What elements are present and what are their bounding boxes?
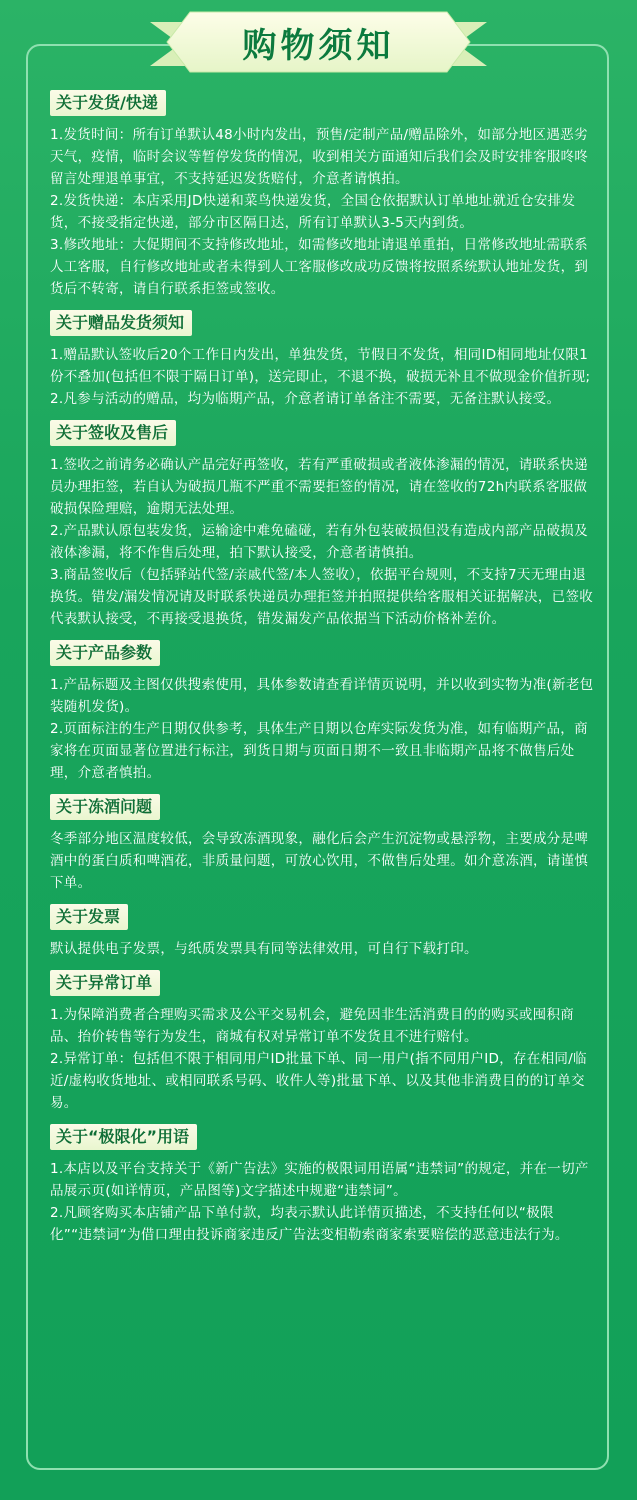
paragraph: 3.修改地址：大促期间不支持修改地址，如需修改地址请退单重拍，日常修改地址需联系人工客服，自行修改地址或者未得到人工客服修改成功反馈将按照系统默认地址发货，到货后不转寄，请自行联系拒签或签收。	[50, 237, 589, 297]
paragraph: 3.商品签收后（包括驿站代签/亲戚代签/本人签收），依据平台规则，不支持7天无理由退换货。错发/漏发情况请及时联系快递员办理拒签并拍照提供给客服相关证据解决，已签收代表默认接受，不再接受退换货，错发漏发产品依据当下活动价格补差价。	[50, 567, 594, 627]
paragraph: 2.页面标注的生产日期仅供参考，具体生产日期以仓库实际发货为准，如有临期产品，商家将在页面显著位置进行标注，到货日期与页面日期不一致且非临期产品将不做售后处理，介意者慎拍。	[50, 721, 588, 781]
section-title: 关于产品参数	[50, 640, 160, 666]
paragraph: 1.本店以及平台支持关于《新广告法》实施的极限词用语属“违禁词”的规定，并在一切产品展示页(如详情页，产品图等)文字描述中规避“违禁词”。	[50, 1161, 589, 1199]
paragraph: 1.产品标题及主图仅供搜索使用，具体参数请查看详情页说明，并以收到实物为准(新老包装随机发货)。	[50, 677, 594, 715]
section-abnormal-orders	[50, 970, 595, 1114]
section-title: 关于异常订单	[50, 970, 160, 996]
paragraph: 2.异常订单：包括但不限于相同用户ID批量下单、同一用户(指不同用户ID，存在相同/临近/虚构收货地址、或相同联系号码、收件人等)批量下单、以及其他非消费目的的订单交易。	[50, 1051, 587, 1111]
section-title: 关于“极限化”用语	[50, 1124, 197, 1150]
section-title: 关于赠品发货须知	[50, 310, 192, 336]
paragraph: 1.为保障消费者合理购买需求及公平交易机会，避免因非生活消费目的的购买或囤积商品、抬价转售等行为发生，商城有权对异常订单不发货且不进行赔付。	[50, 1007, 575, 1045]
section-shipping	[50, 90, 595, 300]
paragraph: 默认提供电子发票，与纸质发票具有同等法律效用，可自行下载打印。	[50, 941, 478, 957]
paragraph: 1.发货时间：所有订单默认48小时内发出，预售/定制产品/赠品除外，如部分地区遇恶劣天气，疫情，临时会议等暂停发货的情况，收到相关方面通知后我们会及时安排客服咚咚留言处理退单事宜，不支持延迟发货赔付，介意者请慎拍。	[50, 127, 589, 187]
paragraph: 2.发货快递：本店采用JD快递和菜鸟快递发货，全国仓依据默认订单地址就近仓安排发货，不接受指定快递，部分市区隔日达，所有订单默认3-5天内到货。	[50, 193, 576, 231]
paragraph: 1.赠品默认签收后20个工作日内发出，单独发货，节假日不发货，相同ID相同地址仅限1份不叠加(包括但不限于隔日订单)，送完即止，不退不换，破损无补且不做现金价值折现;	[50, 347, 591, 385]
paragraph: 2.凡参与活动的赠品，均为临期产品，介意者请订单备注不需要，无备注默认接受。	[50, 391, 561, 407]
section-product-params	[50, 640, 595, 784]
paragraph: 1.签收之前请务必确认产品完好再签收，若有严重破损或者液体渗漏的情况，请联系快递员办理拒签，若自认为破损几瓶不严重不需要拒签的情况，请在签收的72h内联系客服做破损保险理赔，逾期无法处理。	[50, 457, 588, 517]
section-invoice	[50, 904, 595, 960]
section-title: 关于签收及售后	[50, 420, 176, 446]
section-extreme-terms	[50, 1124, 595, 1246]
section-title: 关于发货/快递	[50, 90, 166, 116]
section-receipt-aftersales	[50, 420, 595, 630]
notice-content	[50, 90, 595, 1246]
paragraph: 2.产品默认原包装发货，运输途中难免磕碰，若有外包装破损但没有造成内部产品破损及液体渗漏，将不作售后处理，拍下默认接受，介意者请慎拍。	[50, 523, 588, 561]
section-title: 关于发票	[50, 904, 128, 930]
title-banner	[0, 8, 637, 80]
page-title: 购物须知	[242, 26, 395, 66]
section-title: 关于冻酒问题	[50, 794, 160, 820]
section-frozen-beer	[50, 794, 595, 894]
paragraph: 2.凡顾客购买本店铺产品下单付款，均表示默认此详情页描述，不支持任何以“极限化”“违禁词“为借口理由投诉商家违反广告法变相勒索商家索要赔偿的恶意违法行为。	[50, 1205, 569, 1243]
paragraph: 冬季部分地区温度较低，会导致冻酒现象，融化后会产生沉淀物或悬浮物，主要成分是啤酒中的蛋白质和啤酒花，非质量问题，可放心饮用，不做售后处理。如介意冻酒，请谨慎下单。	[50, 831, 589, 891]
section-gift-shipping	[50, 310, 595, 410]
